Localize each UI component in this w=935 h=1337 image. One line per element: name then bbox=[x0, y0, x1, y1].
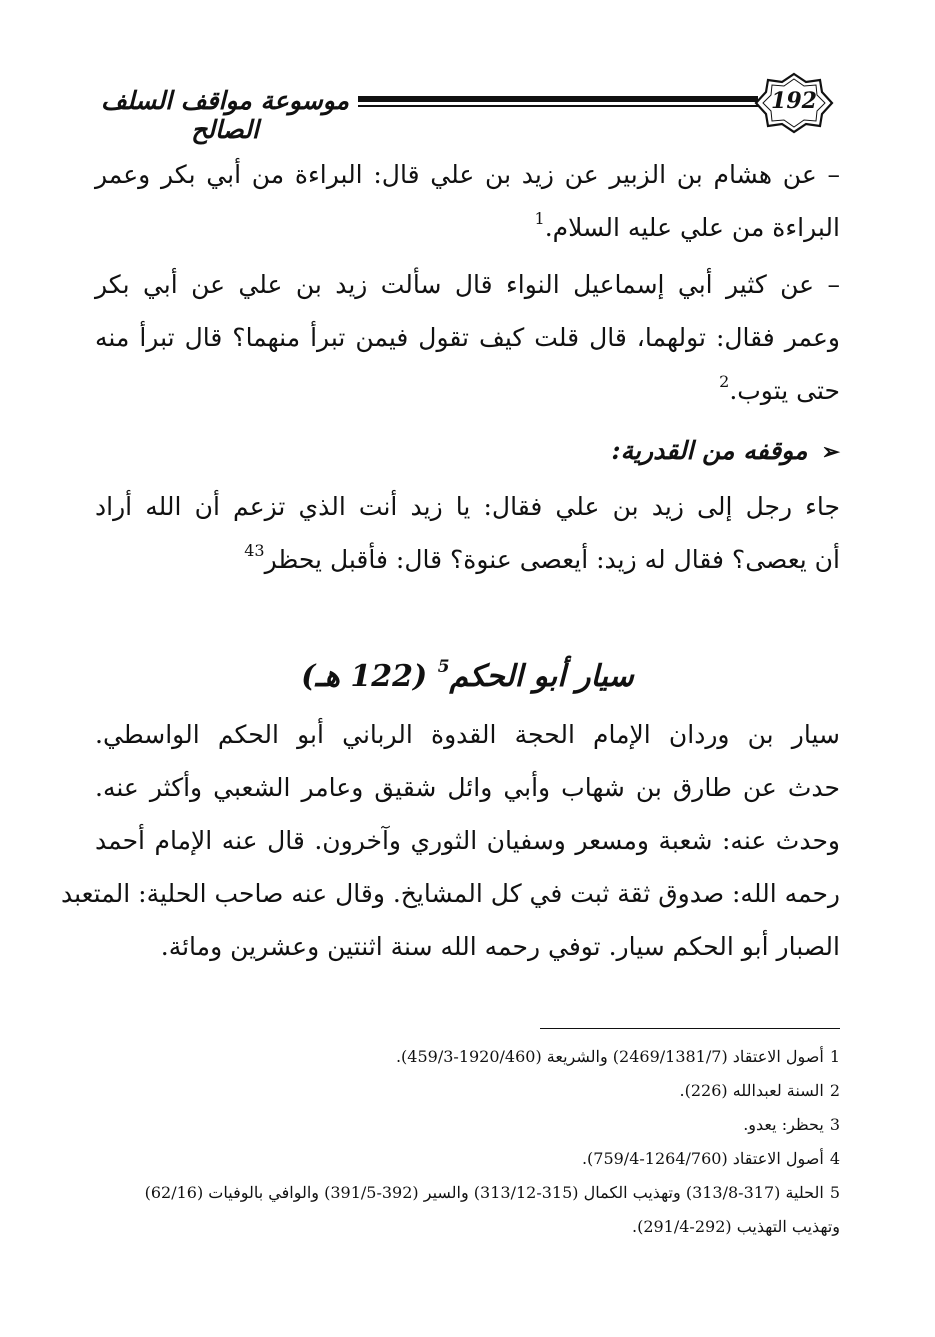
footnote-ref: 5 bbox=[437, 657, 450, 677]
paragraph-line: وحدث عنه: شعبة ومسعر وسفيان الثوري وآخرون. قال عنه الإمام أحمد bbox=[95, 826, 840, 855]
footnote-continuation: وتهذيب التهذيب (292-291/4). bbox=[631, 1217, 840, 1236]
paragraph-line: حدث عن طارق بن شهاب وأبي وائل شقيق وعامر الشعبي وأكثر عنه. bbox=[95, 773, 840, 802]
arrow-bullet-icon: ➢ bbox=[821, 439, 840, 465]
paragraph-line: رحمه الله: صدوق ثقة ثبت في كل المشايخ. وقال عنه صاحب الحلية: المتعبد bbox=[60, 879, 840, 908]
paragraph-qadariyya bbox=[95, 480, 840, 586]
footnote-number: 3 bbox=[829, 1115, 840, 1134]
paragraph-biography bbox=[60, 708, 840, 973]
paragraph-line: الصبار أبو الحكم سيار. توفي رحمه الله سنة اثنتين وعشرين ومائة. bbox=[160, 932, 840, 961]
footnote-number: 5 bbox=[829, 1183, 840, 1202]
section-heading-name: سيار أبو الحكم bbox=[449, 659, 634, 694]
footnote bbox=[95, 1142, 840, 1176]
paragraph-line bbox=[95, 201, 840, 254]
footnote-text: يحظر: يعدو. bbox=[743, 1115, 824, 1134]
footnote-text: السنة لعبدالله (226). bbox=[679, 1081, 824, 1100]
header-rule-thin bbox=[358, 105, 758, 107]
section-heading bbox=[0, 650, 935, 708]
header-rule bbox=[358, 96, 758, 107]
paragraph-text: حتى يتوب. bbox=[729, 376, 840, 405]
footnote-text: الحلية (317-313/8) وتهذيب الكمال (315-313/12) والسير (392-391/5) والوافي بالوفيات (62/16) bbox=[144, 1183, 824, 1202]
subheading-text: موقفه من القدرية: bbox=[611, 436, 808, 465]
footnote-text: أصول الاعتقاد (2469/1381/7) والشريعة (1920/460-459/3). bbox=[395, 1047, 824, 1066]
footnote bbox=[95, 1074, 840, 1108]
running-title: موسوعة مواقف السلف الصالح bbox=[101, 86, 349, 144]
subheading-qadariyya bbox=[95, 426, 840, 477]
footnotes bbox=[95, 1040, 840, 1244]
paragraph-line: جاء رجل إلى زيد بن علي فقال: يا زيد أنت الذي تزعم أن الله أراد bbox=[95, 492, 840, 521]
paragraph-line bbox=[95, 364, 840, 417]
section-heading-year: (122 هـ) bbox=[301, 659, 428, 694]
footnote-number: 2 bbox=[829, 1081, 840, 1100]
footnote-number: 4 bbox=[829, 1149, 840, 1168]
paragraph-text: أن يعصى؟ فقال له زيد: أيعصى عنوة؟ قال: فأقبل يحظر bbox=[264, 545, 840, 574]
page-header bbox=[90, 72, 850, 142]
footnote bbox=[95, 1040, 840, 1074]
footnote-text: أصول الاعتقاد (1264/760-759/4). bbox=[581, 1149, 824, 1168]
paragraph-line: – عن كثير أبي إسماعيل النواء قال سألت زيد بن علي عن أبي بكر bbox=[95, 270, 840, 299]
footnote-number: 1 bbox=[829, 1047, 840, 1066]
paragraph-line bbox=[95, 533, 840, 586]
footnote bbox=[95, 1176, 840, 1210]
page-number-badge bbox=[754, 72, 834, 134]
footnote bbox=[95, 1108, 840, 1142]
page-number: 192 bbox=[771, 88, 817, 114]
paragraph-text: البراءة من علي عليه السلام. bbox=[544, 213, 840, 242]
paragraph-kathir bbox=[95, 258, 840, 417]
paragraph-hisham bbox=[95, 148, 840, 254]
paragraph-line: وعمر فقال: تولهما، قال قلت كيف تقول فيمن تبرأ منهما؟ قال تبرأ منه bbox=[95, 323, 840, 352]
header-rule-thick bbox=[358, 96, 758, 102]
footnote-ref: 1 bbox=[534, 209, 545, 228]
footnote-separator bbox=[540, 1028, 840, 1029]
footnote-ref: 2 bbox=[719, 372, 730, 391]
footnote-ref: 3 bbox=[254, 541, 265, 560]
paragraph-line: – عن هشام بن الزبير عن زيد بن علي قال: البراءة من أبي بكر وعمر bbox=[95, 160, 840, 189]
footnote-ref: 4 bbox=[244, 541, 255, 560]
paragraph-line: سيار بن وردان الإمام الحجة القدوة الرباني أبو الحكم الواسطي. bbox=[95, 720, 840, 749]
